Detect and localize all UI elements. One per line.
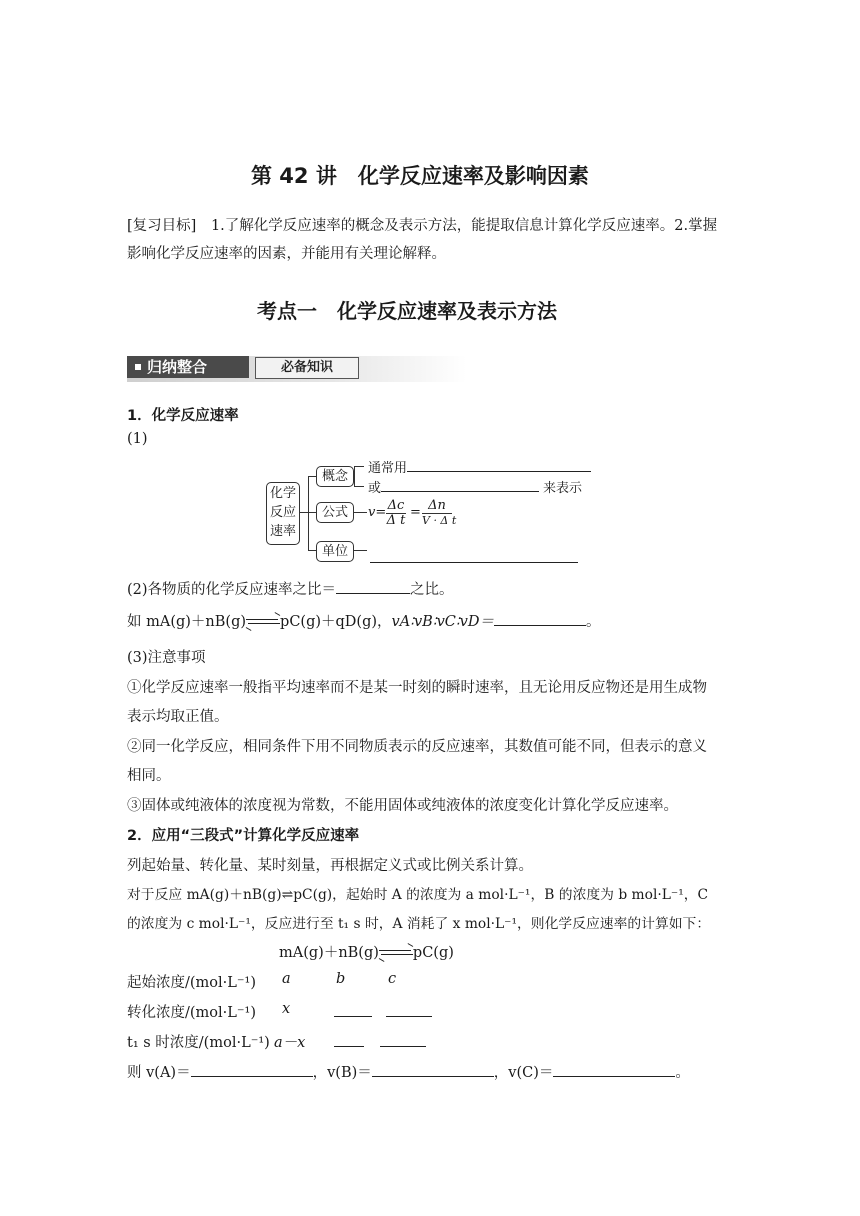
concept-line-2 — [368, 477, 582, 496]
blank-vb — [372, 1062, 494, 1077]
item-3: (3)注意事项 — [127, 650, 206, 666]
item-2 — [127, 578, 454, 599]
box-unit: 单位 — [316, 541, 354, 562]
review-goals-line1 — [127, 214, 717, 235]
page-title: 第 42 讲 化学反应速率及影响因素 — [251, 164, 589, 188]
connector-mid — [308, 512, 316, 513]
review-label: [复习目标] — [127, 218, 197, 234]
example-end: 。 — [585, 614, 601, 630]
banner-left-label: 归纳整合 — [147, 358, 208, 376]
row-t1-a: a－x — [274, 1035, 306, 1051]
box-formula: 公式 — [316, 502, 354, 523]
connector-vertical — [308, 476, 309, 550]
row-initial-label: 起始浓度/(mol·L⁻¹) — [127, 975, 257, 991]
formula-frac1 — [386, 499, 406, 528]
concept-text-1: 通常用 — [368, 461, 408, 476]
blank-ratio-value — [494, 611, 586, 626]
final-end: 。 — [675, 1065, 690, 1081]
box-concept: 概念 — [316, 466, 354, 487]
blank-vc — [553, 1062, 675, 1077]
concept-bracket-bottom — [354, 486, 364, 487]
frac1-num: Δc — [387, 498, 405, 513]
example-line — [127, 610, 600, 631]
equilibrium-arrow-icon — [379, 947, 413, 959]
reaction-paragraph-2: 的浓度为 c mol·L⁻¹，反应进行至 t₁ s 时，A 消耗了 x mol·L⁻¹，则化学反应速率的计算如下： — [127, 916, 711, 932]
example-ratio: vA∶vB∶vC∶vD＝ — [391, 614, 494, 630]
row-change-a: x — [282, 1001, 291, 1017]
note-2: ②同一化学反应，相同条件下用不同物质表示的反应速率，其数值可能不同，但表示的意义 — [127, 739, 707, 755]
connector-bottom — [308, 550, 316, 551]
example-prefix: 如 — [127, 614, 147, 630]
row-initial-a: a — [282, 971, 291, 987]
blank-change-c — [386, 1002, 432, 1017]
row-initial-b: b — [336, 971, 346, 987]
equilibrium-arrow-icon — [246, 616, 280, 628]
row-t1-label: t₁ s 时浓度/(mol·L⁻¹) — [127, 1035, 270, 1051]
final-line — [127, 1061, 690, 1082]
banner-right: 必备知识 — [255, 357, 359, 379]
concept-bracket-top — [354, 466, 364, 467]
blank-t1-b — [334, 1032, 364, 1047]
row-change-label: 转化浓度/(mol·L⁻¹) — [127, 1005, 257, 1021]
example-lhs: mA(g)＋nB(g) — [146, 614, 247, 630]
frac1-den: Δ t — [386, 513, 406, 528]
final-b: ，v(B)＝ — [312, 1065, 372, 1081]
root-line-3: 速率 — [269, 524, 296, 539]
reaction-paragraph-1: 对于反应 mA(g)＋nB(g)⇌pC(g)，起始时 A 的浓度为 a mol·L⁻¹，B 的浓度为 b mol·L⁻¹，C — [127, 887, 709, 903]
final-c: ，v(C)＝ — [493, 1065, 554, 1081]
review-text-1: 1.了解化学反应速率的概念及表示方法，能提取信息计算化学反应速率。2.掌握 — [210, 218, 718, 234]
equation-rhs: pC(g) — [412, 945, 454, 961]
blank-concept-2 — [381, 477, 539, 492]
connector-top — [308, 476, 316, 477]
blank-change-b — [334, 1002, 372, 1017]
formula-frac2 — [422, 498, 457, 528]
section-title: 考点一 化学反应速率及表示方法 — [257, 299, 557, 323]
concept-line-1 — [368, 457, 591, 476]
note-3: ③固体或纯液体的浓度视为常数，不能用固体或纯液体的浓度变化计算化学反应速率。 — [127, 798, 678, 814]
blank-t1-c — [380, 1032, 426, 1047]
frac2-den: V · Δ t — [422, 514, 457, 527]
equation-lhs: mA(g)＋nB(g) — [279, 945, 379, 961]
note-2-cont: 相同。 — [127, 768, 171, 784]
formula-v: v= — [368, 505, 387, 520]
concept-bracket — [354, 466, 363, 486]
row-initial-c: c — [388, 971, 397, 987]
heading-three-stage: 2．应用“三段式”计算化学反应速率 — [127, 828, 360, 844]
unit-connector — [353, 550, 367, 551]
final-start: 则 v(A)＝ — [127, 1065, 191, 1081]
diagram-root — [266, 482, 300, 545]
formula-connector — [353, 512, 367, 513]
item-2-text-a: (2)各物质的化学反应速率之比＝ — [127, 582, 337, 598]
square-bullet-icon — [135, 364, 141, 370]
frac2-num: Δn — [422, 499, 452, 514]
note-1-cont: 表示均取正值。 — [127, 709, 229, 725]
root-line-2: 反应 — [269, 505, 296, 520]
example-rhs: pC(g)＋qD(g)， — [280, 614, 392, 630]
root-line-1: 化学 — [269, 486, 296, 501]
blank-unit — [370, 548, 578, 563]
concept-text-2b: 来表示 — [543, 481, 583, 496]
item-2-text-b: 之比。 — [410, 582, 454, 598]
concept-text-2a: 或 — [368, 481, 382, 496]
heading-rate: 1．化学反应速率 — [127, 408, 239, 424]
stage-equation — [279, 941, 454, 962]
formula-eq: = — [410, 505, 421, 520]
banner-left — [127, 356, 249, 378]
review-goals-line2: 影响化学反应速率的因素，并能用有关理论解释。 — [127, 246, 446, 262]
connector-main — [300, 512, 308, 513]
blank-ratio — [336, 579, 410, 594]
item-1: (1) — [127, 431, 148, 447]
blank-concept-1 — [407, 457, 591, 472]
intro-paragraph: 列起始量、转化量、某时刻量，再根据定义式或比例关系计算。 — [127, 858, 533, 874]
blank-va — [191, 1062, 313, 1077]
note-1: ①化学反应速率一般指平均速率而不是某一时刻的瞬时速率，且无论用反应物还是用生成物 — [127, 680, 707, 696]
